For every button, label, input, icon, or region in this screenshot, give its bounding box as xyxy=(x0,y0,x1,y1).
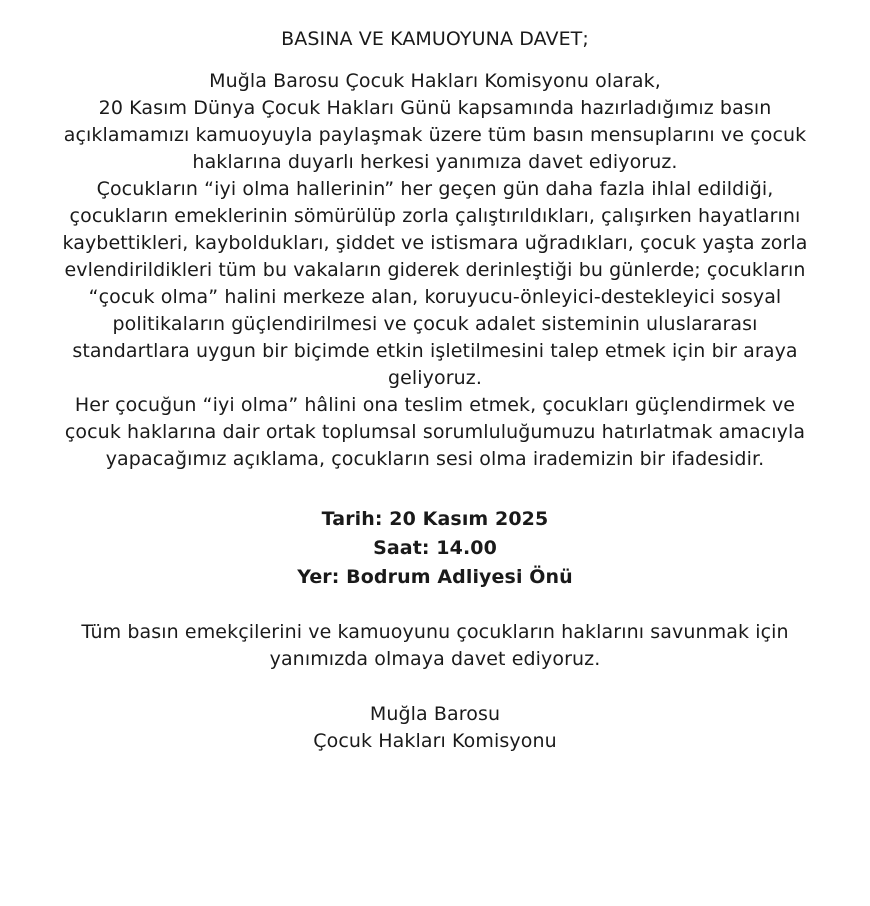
body-line: yapacağımız açıklama, çocukların sesi olma irademizin bir ifadesidir. xyxy=(105,448,765,470)
event-place: Yer: Bodrum Adliyesi Önü xyxy=(297,566,573,588)
signature-unit: Çocuk Hakları Komisyonu xyxy=(313,730,557,752)
closing-line: Tüm basın emekçilerini ve kamuoyunu çocukların haklarını savunmak için xyxy=(81,621,789,643)
closing-line: yanımızda olmaya davet ediyoruz. xyxy=(269,648,601,670)
body-line: standartlara uygun bir biçimde etkin işletilmesini talep etmek için bir araya xyxy=(72,340,798,362)
body-line: 20 Kasım Dünya Çocuk Hakları Günü kapsamında hazırladığımız basın xyxy=(98,97,772,119)
body-line: Çocukların “iyi olma hallerinin” her geçen gün daha fazla ihlal edildiği, xyxy=(96,178,774,200)
document-title: BASINA VE KAMUOYUNA DAVET; xyxy=(281,28,589,50)
signature-org: Muğla Barosu xyxy=(369,703,501,725)
event-date: Tarih: 20 Kasım 2025 xyxy=(321,508,549,530)
body-line: açıklamamızı kamuoyuyla paylaşmak üzere tüm basın mensuplarını ve çocuk xyxy=(63,124,807,146)
body-line: Muğla Barosu Çocuk Hakları Komisyonu olarak, xyxy=(209,70,661,92)
body-line: evlendirildikleri tüm bu vakaların giderek derinleştiği bu günlerde; çocukların xyxy=(64,259,806,281)
body-line: politikaların güçlendirilmesi ve çocuk adalet sisteminin uluslararası xyxy=(112,313,758,335)
event-time: Saat: 14.00 xyxy=(373,537,497,559)
body-line: çocukların emeklerinin sömürülüp zorla çalıştırıldıkları, çalışırken hayatlarını xyxy=(69,205,801,227)
body-line: “çocuk olma” halini merkeze alan, koruyucu-önleyici-destekleyici sosyal xyxy=(88,286,782,308)
body-line: çocuk haklarına dair ortak toplumsal sorumluluğumuzu hatırlatmak amacıyla xyxy=(64,421,806,443)
document-title-block xyxy=(0,26,870,53)
closing-text xyxy=(0,619,870,673)
body-line: Her çocuğun “iyi olma” hâlini ona teslim etmek, çocukları güçlendirmek ve xyxy=(74,394,796,416)
body-line: haklarına duyarlı herkesi yanımıza davet ediyoruz. xyxy=(192,151,678,173)
body-line: geliyoruz. xyxy=(387,367,483,389)
signature-block xyxy=(0,701,870,755)
body-line: kaybettikleri, kayboldukları, şiddet ve istismara uğradıkları, çocuk yaşta zorla xyxy=(62,232,808,254)
body-text xyxy=(0,68,870,473)
event-details xyxy=(0,505,870,592)
